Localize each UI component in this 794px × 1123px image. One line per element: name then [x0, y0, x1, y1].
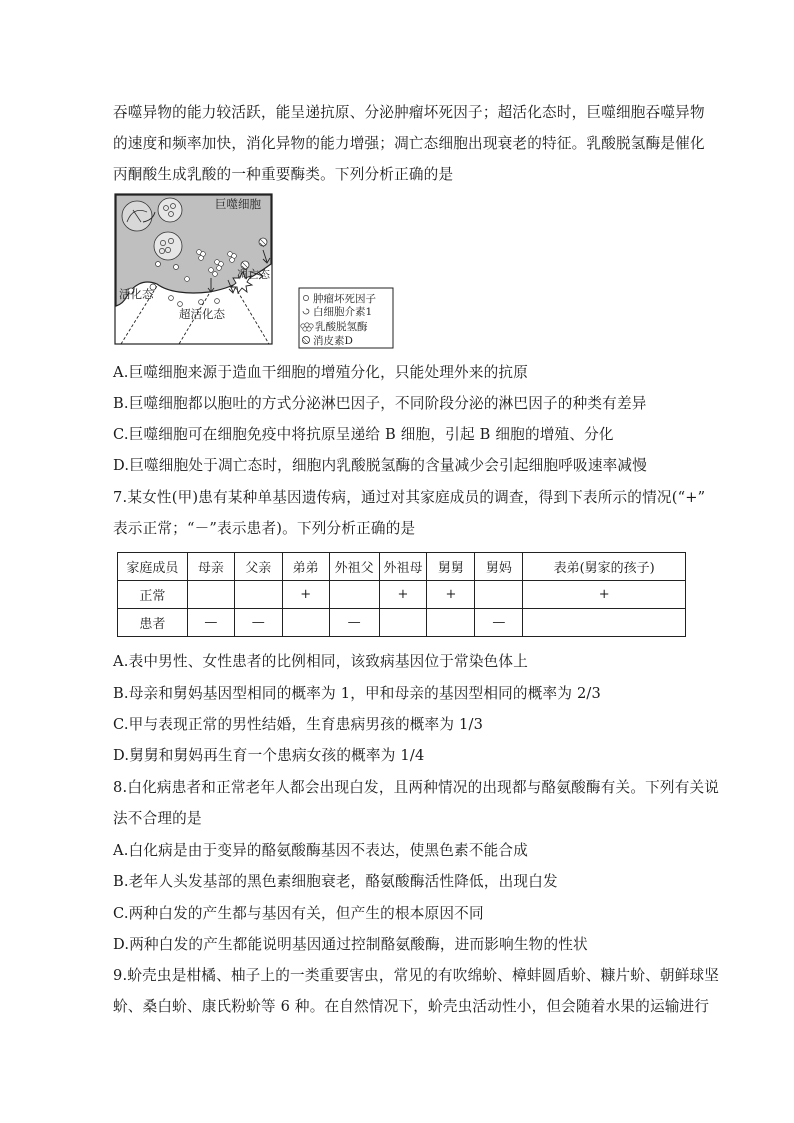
table-cell	[282, 609, 329, 637]
table-header-cell: 外祖父	[329, 553, 379, 581]
table-cell	[475, 581, 523, 609]
q8-option-d: D.两种白发的产生都能说明基因通过控制酪氨酸酶，进而影响生物的性状	[113, 936, 588, 953]
table-cell: —	[475, 609, 523, 637]
state-active-label: 活化态	[119, 287, 154, 301]
table-cell	[379, 609, 427, 637]
table-cell: 患者	[118, 609, 188, 637]
table-cell	[427, 609, 475, 637]
intro-line: 的速度和频率加快，消化异物的能力增强；凋亡态细胞出现衰老的特征。乳酸脱氢酶是催化	[113, 135, 705, 152]
table-header-cell: 舅妈	[475, 553, 523, 581]
table-header-cell: 弟弟	[282, 553, 329, 581]
intro-line: 吞噬异物的能力较活跃，能呈递抗原、分泌肿瘤坏死因子；超活化态时，巨噬细胞吞噬异物	[113, 104, 705, 121]
table-cell: —	[187, 609, 234, 637]
cell-label: 巨噬细胞	[215, 197, 261, 211]
q7-option-d: D.舅舅和舅妈再生育一个患病女孩的概率为 1/4	[113, 747, 425, 764]
table-cell: +	[282, 581, 329, 609]
q6-option-b: B.巨噬细胞都以胞吐的方式分泌淋巴因子，不同阶段分泌的淋巴因子的种类有差异	[113, 395, 647, 412]
table-row	[118, 609, 686, 637]
q6-option-a: A.巨噬细胞来源于造血干细胞的增殖分化，只能处理外来的抗原	[113, 364, 529, 381]
legend-item: 白细胞介素1	[313, 306, 373, 318]
q8-stem: 8.白化病患者和正常老年人都会出现白发，且两种情况的出现都与酪氨酸酶有关。下列有关说	[113, 779, 720, 796]
q7-option-a: A.表中男性、女性患者的比例相同，该致病基因位于常染色体上	[113, 653, 529, 670]
table-cell: —	[329, 609, 379, 637]
family-survey-table	[117, 552, 686, 637]
vesicle	[154, 232, 182, 260]
q8-option-b: B.老年人头发基部的黑色素细胞衰老，酪氨酸酶活性降低，出现白发	[113, 873, 558, 890]
table-header-cell: 母亲	[187, 553, 234, 581]
table-header-cell: 舅舅	[427, 553, 475, 581]
q7-option-c: C.甲与表现正常的男性结婚，生育患病男孩的概率为 1/3	[113, 716, 484, 733]
intro-line: 丙酮酸生成乳酸的一种重要酶类。下列分析正确的是	[113, 166, 454, 183]
table-header-cell: 表弟(舅家的孩子)	[523, 553, 686, 581]
state-superactive-label: 超活化态	[179, 307, 225, 321]
state-apoptotic-label: 凋亡态	[237, 268, 270, 281]
q7-stem: 7.某女性(甲)患有某种单基因遗传病，通过对其家庭成员的调查，得到下表所示的情况(“+”	[113, 489, 706, 506]
q6-option-d: D.巨噬细胞处于凋亡态时，细胞内乳酸脱氢酶的含量减少会引起细胞呼吸速率减慢	[113, 457, 648, 474]
table-cell: —	[234, 609, 282, 637]
table-header-cell: 家庭成员	[118, 553, 188, 581]
table-header-cell: 外祖母	[379, 553, 427, 581]
table-cell: +	[427, 581, 475, 609]
table-cell	[329, 581, 379, 609]
q8-option-a: A.白化病是由于变异的酪氨酸酶基因不表达，使黑色素不能合成	[113, 842, 529, 859]
q9-stem: 9.蚧壳虫是柑橘、柚子上的一类重要害虫，常见的有吹绵蚧、樟蚌圆盾蚧、糠片蚧、朝鲜球坚	[113, 967, 720, 984]
table-header-cell: 父亲	[234, 553, 282, 581]
legend-item: 消皮素D	[313, 335, 353, 347]
table-cell	[187, 581, 234, 609]
vesicle	[158, 198, 182, 222]
macrophage-figure	[113, 192, 403, 352]
legend-item: 肿瘤坏死因子	[313, 293, 376, 305]
table-cell: 正常	[118, 581, 188, 609]
q8-stem: 法不合理的是	[113, 810, 202, 827]
q7-option-b: B.母亲和舅妈基因型相同的概率为 1，甲和母亲的基因型相同的概率为 2/3	[113, 685, 602, 702]
table-cell: +	[379, 581, 427, 609]
tnf-icon	[303, 295, 308, 300]
q9-stem: 蚧、桑白蚧、康氏粉蚧等 6 种。在自然情况下，蚧壳虫活动性小，但会随着水果的运输进行	[113, 998, 710, 1015]
legend-item: 乳酸脱氢酶	[315, 321, 368, 333]
table-cell	[523, 609, 686, 637]
q7-stem: 表示正常；“－”表示患者)。下列分析正确的是	[113, 520, 416, 537]
q8-option-c: C.两种白发的产生都与基因有关，但产生的根本原因不同	[113, 905, 484, 922]
table-header-row	[118, 553, 686, 581]
q6-option-c: C.巨噬细胞可在细胞免疫中将抗原呈递给 B 细胞，引起 B 细胞的增殖、分化	[113, 426, 614, 443]
table-cell: +	[523, 581, 686, 609]
table-cell	[234, 581, 282, 609]
table-row	[118, 581, 686, 609]
